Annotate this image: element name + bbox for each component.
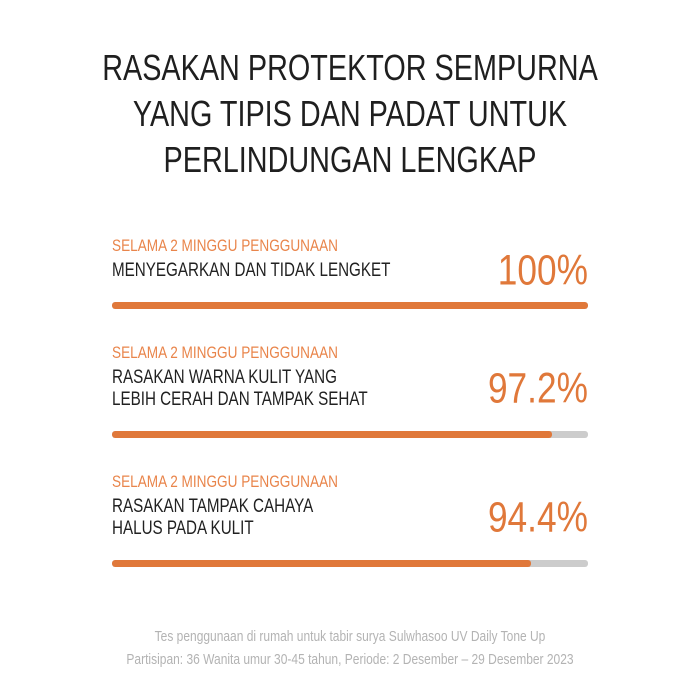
stat-progress-fill [112, 302, 588, 309]
stat-progress-track [112, 302, 588, 309]
stat-block-brighter-skin-tone [112, 345, 588, 438]
stat-description [112, 364, 588, 413]
stat-progress-fill [112, 431, 552, 438]
stat-block-fresh-not-sticky [112, 238, 588, 309]
stats-list [112, 238, 588, 603]
stat-description-line: RASAKAN TAMPAK CAHAYA [112, 496, 314, 517]
stat-description-line: LEBIH CERAH DAN TAMPAK SEHAT [112, 389, 368, 410]
stat-period-label: SELAMA 2 MINGGU PENGGUNAAN [112, 236, 338, 255]
stat-value: 97.2% [488, 364, 588, 413]
footer-note [70, 625, 630, 671]
stat-value: 100% [497, 246, 588, 295]
title-line-1: RASAKAN PROTEKTOR SEMPURNA [102, 47, 598, 88]
footer-line-1: Tes penggunaan di rumah untuk tabir surya Sulwhasoo UV Daily Tone Up [154, 628, 546, 645]
stat-description [112, 246, 588, 295]
stat-description-line: MENYEGARKAN DAN TIDAK LENGKET [112, 260, 391, 281]
footer-line-2: Partisipan: 36 Wanita umur 30-45 tahun, Periode: 2 Desember – 29 Desember 2023 [126, 651, 574, 668]
stat-period-label: SELAMA 2 MINGGU PENGGUNAAN [112, 472, 338, 491]
title-line-3: PERLINDUNGAN LENGKAP [163, 139, 537, 180]
stat-progress-track [112, 560, 588, 567]
stat-description-line: RASAKAN WARNA KULIT YANG [112, 367, 337, 388]
page-title [70, 45, 630, 183]
stat-value: 94.4% [488, 493, 588, 542]
stat-description [112, 493, 588, 542]
stat-progress-fill [112, 560, 531, 567]
stat-description-line: HALUS PADA KULIT [112, 518, 254, 539]
stat-progress-track [112, 431, 588, 438]
stat-period-label: SELAMA 2 MINGGU PENGGUNAAN [112, 343, 338, 362]
stat-block-smooth-glow [112, 474, 588, 567]
title-line-2: YANG TIPIS DAN PADAT UNTUK [132, 93, 568, 134]
